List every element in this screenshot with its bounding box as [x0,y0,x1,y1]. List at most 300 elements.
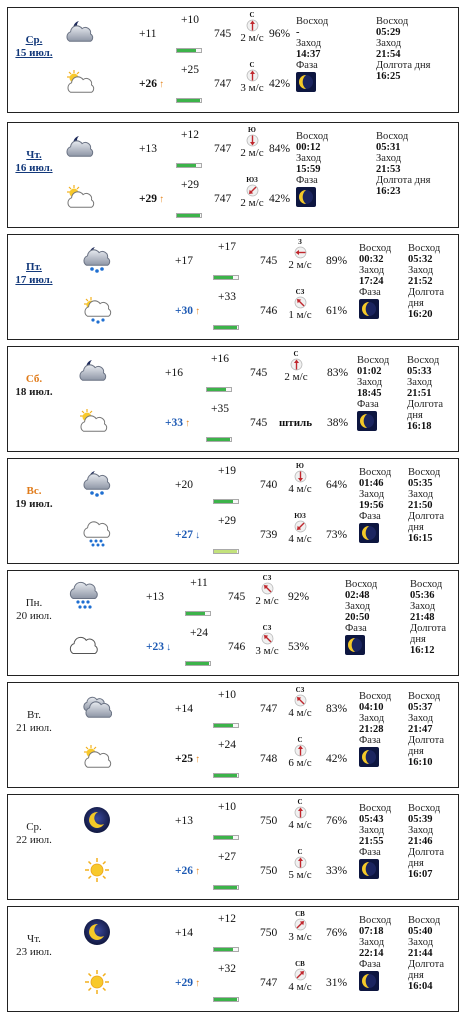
day-humidity: 38% [327,417,349,429]
wind-speed: 4 м/с [288,981,312,993]
day-humidity: 33% [326,865,348,877]
night-pressure: 745 [228,591,246,603]
day-row [8,399,458,449]
sunrise-label: Восход [408,915,441,926]
feels-like-bar [176,48,202,53]
day-humidity: 73% [326,529,348,541]
sunrise-time: 05:40 [408,926,433,937]
sunrise-time: 05:37 [408,702,433,713]
day-date: 18 июл. [15,386,53,398]
feels-like-bar-fill [177,49,196,52]
feels-like-bar-fill [214,774,237,777]
wind-direction: С [293,350,299,358]
feels-like-bar [206,437,232,442]
moonset-time: 17:24 [359,276,384,287]
cloud-outline-icon [69,631,99,661]
night-temperature [139,143,157,155]
day-temperature [175,529,203,541]
night-pressure: 747 [260,703,278,715]
wind-arrow-icon [290,358,303,371]
day-rain-icon [82,295,112,325]
sun-info [408,467,458,544]
temperature-value: +16 [165,367,183,379]
wind-direction: Ю [248,126,256,134]
wind-speed: 2 м/с [284,371,308,383]
wind-direction: С [249,61,255,69]
temperature-value: +29 [175,977,194,989]
sunrise-time: 05:36 [410,590,435,601]
moonset-label: Заход [359,489,385,500]
night-pressure: 745 [214,28,232,40]
wind-speed: 4 м/с [288,707,312,719]
temperature-value: +13 [146,591,164,603]
sunrise-label: Восход [376,16,409,27]
day-length-label: Долгота дня [408,287,445,309]
day-feels-like: +35 [211,403,229,415]
day-feels-like: +27 [218,851,236,863]
sunny-icon [82,855,112,885]
sunset-time: 21:54 [376,49,401,60]
sunrise-label: Восход [408,691,441,702]
wind-arrow-icon [246,184,259,197]
night-humidity: 83% [326,703,348,715]
day-wind [285,961,315,994]
moonrise-label: Восход [357,355,390,366]
day-wind [252,625,282,658]
night-pressure: 747 [214,143,232,155]
moonrise-time: 04:10 [359,702,384,713]
moon-info [359,803,391,879]
day-humidity: 61% [326,305,348,317]
day-temperature [139,78,167,90]
moon-phase-label: Фаза [359,511,381,522]
day-name: Пн. [25,597,43,609]
wind-arrow-icon [246,19,259,32]
sun-info [410,579,458,656]
night-temperature [175,927,193,939]
moon-phase-icon [296,72,316,92]
temperature-value: +14 [175,927,193,939]
temperature-value: +17 [175,255,193,267]
sunset-label: Заход [407,377,433,388]
day-block [7,570,459,676]
moonrise-time: 02:48 [345,590,370,601]
cloudy-night-icon [65,18,95,48]
moon-phase-icon [359,747,379,767]
day-pressure: 739 [260,529,278,541]
feels-like-bar [185,611,211,616]
feels-like-bar-fill [214,724,233,727]
sunset-label: Заход [376,38,402,49]
feels-like-bar [213,723,239,728]
wind-arrow-icon [294,296,307,309]
day-temperature [175,753,203,765]
day-length-label: Долгота дня [408,511,445,533]
sun-info [408,803,458,880]
day-name[interactable]: Чт. [26,149,42,161]
day-pressure: 747 [260,977,278,989]
day-name[interactable]: Пт. [26,261,42,273]
night-wind [285,687,315,720]
day-temperature [139,193,167,205]
wind-direction: Ю [296,462,304,470]
temperature-value: +13 [139,143,157,155]
temperature-value: +30 [175,305,194,317]
wind-direction: СВ [295,960,305,968]
wind-direction: СВ [295,910,305,918]
feels-like-bar-fill [186,662,209,665]
moonrise-label: Восход [359,243,392,254]
day-feels-like: +29 [218,515,236,527]
sunset-label: Заход [408,713,434,724]
day-humidity: 42% [269,78,291,90]
feels-like-bar-fill [214,326,237,329]
wind-arrow-icon [246,134,259,147]
night-humidity: 64% [326,479,348,491]
feels-like-bar-fill [214,500,233,503]
moonrise-label: Восход [345,579,378,590]
sunrise-label: Восход [408,803,441,814]
feels-like-bar-fill [177,164,196,167]
moon-phase-label: Фаза [359,959,381,970]
moonset-time: 18:45 [357,388,382,399]
moonrise-label: Восход [359,915,392,926]
moonset-time: 22:14 [359,948,384,959]
sunset-time: 21:47 [408,724,433,735]
day-wind [285,737,315,770]
day-date[interactable]: 16 июл. [15,162,53,174]
sunset-time: 21:52 [408,276,433,287]
wind-speed: 2 м/с [240,147,264,159]
sunrise-time: 05:32 [408,254,433,265]
night-wind [237,127,267,160]
moon-phase-label: Фаза [359,847,381,858]
feels-like-bar-fill [214,886,237,889]
sun-info [376,16,430,82]
day-feels-like: +25 [181,64,199,76]
wind-speed: 2 м/с [240,197,264,209]
moon-phase-icon [359,523,379,543]
day-temperature [175,865,203,877]
day-pressure: 746 [260,305,278,317]
wind-arrow-icon [261,632,274,645]
day-length-value: 16:23 [376,186,401,197]
moonset-label: Заход [359,265,385,276]
moonset-time: 21:28 [359,724,384,735]
wind-speed: 1 м/с [288,309,312,321]
day-wind [237,62,267,95]
night-temperature [165,367,183,379]
sunset-time: 21:48 [410,612,435,623]
day-block [7,234,459,340]
sun-info [408,243,458,320]
day-length-value: 16:07 [408,869,433,880]
feels-like-bar-fill [177,99,200,102]
day-length-value: 16:12 [410,645,435,656]
moon-info [359,915,391,991]
moonset-label: Заход [359,937,385,948]
moon-phase-icon [296,187,316,207]
sunrise-time: 05:35 [408,478,433,489]
day-length-label: Долгота дня [376,175,431,186]
moon-phase-icon [359,859,379,879]
moon-phase-label: Фаза [357,399,379,410]
sunrise-time: 05:39 [408,814,433,825]
night-wind [281,351,311,384]
wind-calm: штиль [279,417,313,429]
day-date: 22 июл. [16,834,52,846]
night-feels-like: +12 [181,129,199,141]
moonset-time: 15:59 [296,164,321,175]
day-wind [237,177,267,210]
feels-like-bar [176,163,202,168]
day-length-value: 16:20 [408,309,433,320]
day-block [7,682,459,788]
wind-direction: ЮЗ [246,176,258,184]
day-row [8,623,458,673]
moonrise-time: 00:12 [296,142,321,153]
moon-phase-label: Фаза [296,175,318,186]
wind-arrow-icon [294,744,307,757]
night-row [8,573,458,623]
sunset-label: Заход [408,825,434,836]
feels-like-bar [213,773,239,778]
sunset-label: Заход [410,601,436,612]
moonset-label: Заход [359,713,385,724]
moonrise-label: Восход [359,691,392,702]
night-humidity: 84% [269,143,291,155]
day-name[interactable]: Ср. [25,34,43,46]
day-block [7,458,459,564]
feels-like-bar-fill [214,998,237,1001]
partly-cloudy-day-icon [78,407,108,437]
moonrise-label: Восход [359,803,392,814]
sunset-label: Заход [408,265,434,276]
day-length-value: 16:15 [408,533,433,544]
day-pressure: 750 [260,865,278,877]
day-name: Сб. [25,373,43,385]
moonrise-time: 07:18 [359,926,384,937]
day-humidity: 42% [269,193,291,205]
moon-phase-icon [357,411,377,431]
wind-speed: 2 м/с [240,32,264,44]
moon-phase-icon [359,299,379,319]
day-date[interactable]: 17 июл. [15,274,53,286]
sunset-label: Заход [408,937,434,948]
sunrise-label: Восход [410,579,443,590]
day-date: 19 июл. [15,498,53,510]
day-feels-like: +24 [218,739,236,751]
temperature-value: +27 [175,529,194,541]
sunrise-time: 05:29 [376,27,401,38]
moonset-label: Заход [357,377,383,388]
night-temperature [175,815,193,827]
trend-up-icon: ↑ [195,306,201,317]
day-date: 21 июл. [16,722,52,734]
feels-like-bar [213,835,239,840]
day-wind [285,849,315,882]
moon-phase-icon [359,971,379,991]
temperature-value: +29 [139,193,158,205]
trend-up-icon: ↑ [159,194,165,205]
day-length-value: 16:25 [376,71,401,82]
wind-arrow-icon [294,520,307,533]
moonset-label: Заход [359,825,385,836]
feels-like-bar [213,997,239,1002]
feels-like-bar [213,549,239,554]
day-name: Ср. [26,821,42,833]
clear-night-icon [82,805,112,835]
moon-info [296,131,328,207]
rain-cloud-icon [82,519,112,549]
sun-info [407,355,458,432]
night-humidity: 83% [327,367,349,379]
wind-arrow-icon [294,968,307,981]
day-length-label: Долгота дня [376,60,431,71]
day-block [7,346,459,452]
night-feels-like: +16 [211,353,229,365]
sun-info [376,131,430,197]
moonrise-time: 01:02 [357,366,382,377]
day-temperature [146,641,174,653]
wind-arrow-icon [294,694,307,707]
day-feels-like: +33 [218,291,236,303]
moonrise-time: - [296,27,300,38]
partly-cloudy-day-icon [65,183,95,213]
moon-info [359,691,391,767]
feels-like-bar-fill [214,550,237,553]
moonset-time: 19:56 [359,500,384,511]
moon-phase-label: Фаза [359,735,381,746]
wind-direction: СЗ [262,624,272,632]
night-feels-like: +19 [218,465,236,477]
wind-direction: СЗ [295,686,305,694]
day-length-label: Долгота дня [407,399,444,421]
night-row [8,349,458,399]
night-temperature [139,28,157,40]
wind-arrow-icon [294,856,307,869]
night-feels-like: +10 [218,801,236,813]
wind-arrow-icon [294,246,307,259]
moonrise-time: 01:46 [359,478,384,489]
feels-like-bar [206,387,232,392]
night-wind [285,463,315,496]
wind-speed: 3 м/с [255,645,279,657]
feels-like-bar [176,98,202,103]
night-humidity: 89% [326,255,348,267]
wind-direction: С [297,848,303,856]
night-wind [285,239,315,272]
day-date: 20 июл. [16,610,52,622]
temperature-value: +11 [139,28,157,40]
wind-direction: СЗ [295,288,305,296]
feels-like-bar-fill [214,948,233,951]
day-pressure: 745 [250,417,268,429]
trend-up-icon: ↑ [195,866,201,877]
day-temperature [175,305,203,317]
day-block [7,7,459,113]
wind-direction: С [249,11,255,19]
night-wind [285,799,315,832]
moon-info [359,467,391,543]
day-length-value: 16:10 [408,757,433,768]
wind-arrow-icon [294,806,307,819]
day-feels-like: +24 [190,627,208,639]
temperature-value: +26 [175,865,194,877]
wind-arrow-icon [246,69,259,82]
night-pressure: 740 [260,479,278,491]
day-name: Вс. [26,485,42,497]
sunset-label: Заход [408,489,434,500]
day-temperature [175,977,203,989]
sunrise-time: 05:33 [407,366,432,377]
day-name: Вт. [26,709,42,721]
moon-info [357,355,389,431]
day-length-value: 16:18 [407,421,432,432]
day-humidity: 53% [288,641,310,653]
feels-like-bar-fill [214,836,233,839]
night-feels-like: +10 [218,689,236,701]
night-rain-icon [82,245,112,275]
day-date[interactable]: 15 июл. [15,47,53,59]
night-pressure: 745 [250,367,268,379]
day-date: 23 июл. [16,946,52,958]
cloudy-night-icon [65,133,95,163]
feels-like-bar [185,661,211,666]
wind-arrow-icon [261,582,274,595]
day-length-label: Долгота дня [408,735,445,757]
moonset-time: 20:50 [345,612,370,623]
sunset-time: 21:51 [407,388,432,399]
wind-direction: ЮЗ [294,512,306,520]
day-length-label: Долгота дня [408,847,445,869]
temperature-value: +33 [165,417,184,429]
night-humidity: 76% [326,927,348,939]
night-pressure: 750 [260,815,278,827]
feels-like-bar [213,325,239,330]
day-length-label: Долгота дня [410,623,447,645]
night-wind [285,911,315,944]
sunset-time: 21:50 [408,500,433,511]
trend-up-icon: ↑ [159,79,165,90]
partly-cloudy-day-icon [82,743,112,773]
feels-like-bar-fill [177,214,200,217]
moon-phase-icon [345,635,365,655]
temperature-value: +20 [175,479,193,491]
moon-phase-label: Фаза [345,623,367,634]
wind-speed: 3 м/с [288,931,312,943]
feels-like-bar-fill [207,388,226,391]
night-feels-like: +12 [218,913,236,925]
trend-down-icon: ↓ [195,530,201,541]
sunset-time: 21:53 [376,164,401,175]
sun-info [408,691,458,768]
day-length-value: 16:04 [408,981,433,992]
moonrise-label: Восход [359,467,392,478]
day-block [7,906,459,1012]
sunset-time: 21:44 [408,948,433,959]
day-block [7,122,459,228]
temperature-value: +26 [139,78,158,90]
temperature-value: +13 [175,815,193,827]
night-humidity: 92% [288,591,310,603]
night-pressure: 750 [260,927,278,939]
moonrise-label: Восход [296,131,329,142]
wind-speed: 4 м/с [288,819,312,831]
wind-arrow-icon [294,470,307,483]
overcast-icon [82,693,112,723]
sun-info [408,915,458,992]
